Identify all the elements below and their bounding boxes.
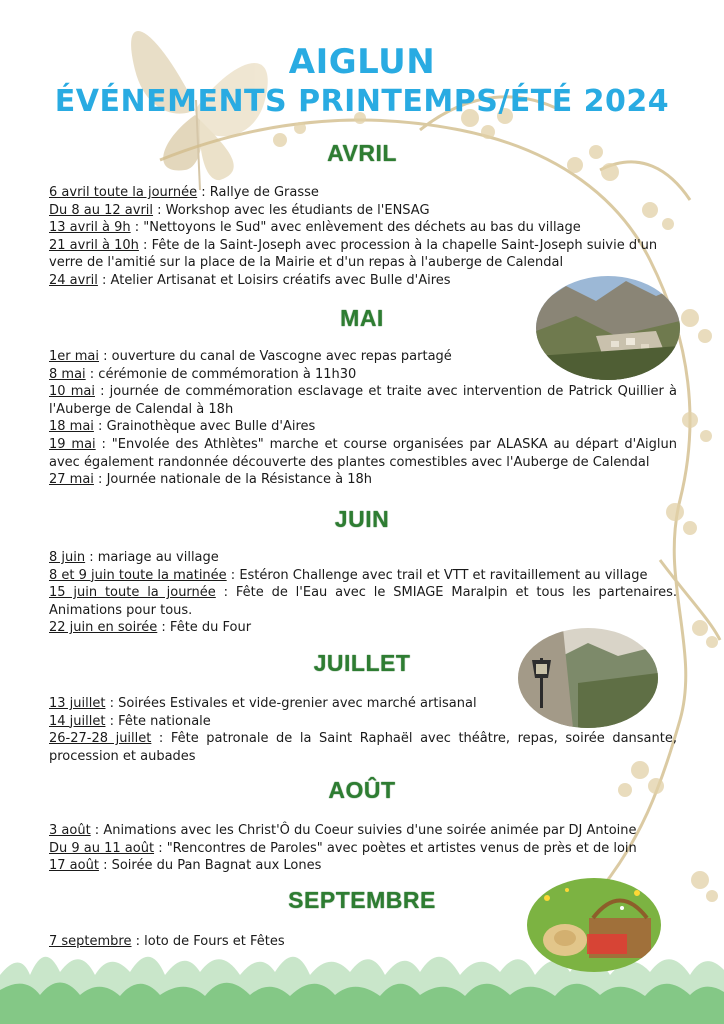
event-date: 14 juillet <box>49 713 106 729</box>
event-item <box>49 695 677 713</box>
event-text: : mariage au village <box>85 550 219 565</box>
event-item <box>49 202 677 220</box>
event-text: : Grainothèque avec Bulle d'Aires <box>93 419 316 435</box>
event-text: : "Envolée des Athlètes" marche et course organisées par ALASKA au départ d'Aiglun avec également randonnée découverte des plantes comestibles avec l'Auberge de Calendal <box>49 436 678 470</box>
event-item <box>49 348 677 366</box>
event-date: 3 août <box>49 823 91 838</box>
event-text: : Estéron Challenge avec trail et VTT et ravitaillement au village <box>226 567 648 583</box>
event-text: : Fête patronale de la Saint Raphaël avec théâtre, repas, soirée dansante, procession et aubades <box>49 731 677 764</box>
event-item <box>49 933 677 951</box>
month-heading-aout: AOÛT <box>328 777 396 803</box>
page-subtitle: ÉVÉNEMENTS PRINTEMPS/ÉTÉ 2024 <box>54 84 670 119</box>
events-list-septembre <box>49 933 677 951</box>
event-item <box>49 471 677 489</box>
event-item <box>49 184 677 202</box>
event-text: : Atelier Artisanat et Loisirs créatifs avec Bulle d'Aires <box>97 272 451 288</box>
event-item <box>49 436 677 471</box>
event-text: : Fête de la Saint-Joseph avec procession à la chapelle Saint-Joseph suivie d'un verre de l'amitié sur la place de la Mairie et d'un repas à l'auberge de Calendal <box>49 237 658 271</box>
event-item <box>49 383 677 418</box>
event-date: 7 septembre <box>49 934 132 949</box>
event-text: : Fête de l'Eau avec le SMIAGE Maralpin et tous les partenaires. Animations pour tous. <box>49 585 677 618</box>
event-text: : Animations avec les Christ'Ô du Coeur suivies d'une soirée animée par DJ Antoine <box>90 823 637 838</box>
events-list-avril <box>49 184 677 290</box>
event-text: : loto de Fours et Fêtes <box>131 934 285 949</box>
event-item <box>49 549 677 567</box>
event-text: : Soirée du Pan Bagnat aux Lones <box>98 858 322 874</box>
event-date: Du 9 au 11 août <box>49 840 155 856</box>
event-text: : Fête nationale <box>105 713 211 729</box>
event-item <box>49 237 677 272</box>
event-item <box>49 567 677 585</box>
event-date: 15 juin toute la journée <box>49 585 216 601</box>
event-date: Du 8 au 12 avril <box>49 202 154 218</box>
event-text: : ouverture du canal de Vascogne avec repas partagé <box>99 349 452 364</box>
month-heading-septembre: SEPTEMBRE <box>288 887 436 913</box>
events-list-mai <box>49 348 677 489</box>
event-date: 19 mai <box>49 436 96 452</box>
event-date: 21 avril à 10h <box>49 237 139 253</box>
month-heading-avril: AVRIL <box>327 140 397 166</box>
event-text: : "Rencontres de Paroles" avec poètes et artistes venus de près et de loin <box>154 840 637 856</box>
event-date: 13 avril à 9h <box>49 220 131 236</box>
event-date: 8 mai <box>49 366 86 382</box>
event-item <box>49 584 677 619</box>
event-date: 22 juin en soirée <box>49 620 158 636</box>
event-text: : cérémonie de commémoration à 11h30 <box>85 366 357 382</box>
month-heading-mai: MAI <box>340 305 384 331</box>
events-list-aout <box>49 822 677 875</box>
event-item <box>49 713 677 731</box>
event-item <box>49 822 677 840</box>
event-text: : "Nettoyons le Sud" avec enlèvement des déchets au bas du village <box>130 220 581 236</box>
event-item <box>49 366 677 384</box>
event-date: 18 mai <box>49 419 94 435</box>
event-date: 13 juillet <box>49 696 106 711</box>
event-date: 27 mai <box>49 472 94 488</box>
event-text: : Workshop avec les étudiants de l'ENSAG <box>153 202 430 218</box>
month-heading-juillet: JUILLET <box>313 650 411 676</box>
event-text: : Journée nationale de la Résistance à 18h <box>93 472 373 488</box>
event-date: 17 août <box>49 858 99 874</box>
events-list-juin <box>49 549 677 637</box>
event-text: : Rallye de Grasse <box>197 185 319 200</box>
event-date: 26-27-28 juillet <box>49 731 152 747</box>
event-text: : Soirées Estivales et vide-grenier avec marché artisanal <box>105 696 477 711</box>
event-text: : journée de commémoration esclavage et traite avec intervention de Patrick Quillier à l'Auberge de Calendal à 18h <box>49 384 677 417</box>
event-date: 1er mai <box>49 349 99 364</box>
month-heading-juin: JUIN <box>334 506 390 532</box>
page-title: AIGLUN <box>288 42 436 82</box>
event-date: 8 juin <box>49 550 86 565</box>
event-date: 6 avril toute la journée <box>49 185 198 200</box>
event-date: 10 mai <box>49 384 95 400</box>
event-item <box>49 730 677 765</box>
event-date: 8 et 9 juin toute la matinée <box>49 567 227 583</box>
event-item <box>49 840 677 858</box>
event-date: 24 avril <box>49 272 98 288</box>
event-text: : Fête du Four <box>157 620 252 636</box>
event-item <box>49 857 677 875</box>
event-item <box>49 418 677 436</box>
events-list-juillet <box>49 695 677 765</box>
event-item <box>49 219 677 237</box>
